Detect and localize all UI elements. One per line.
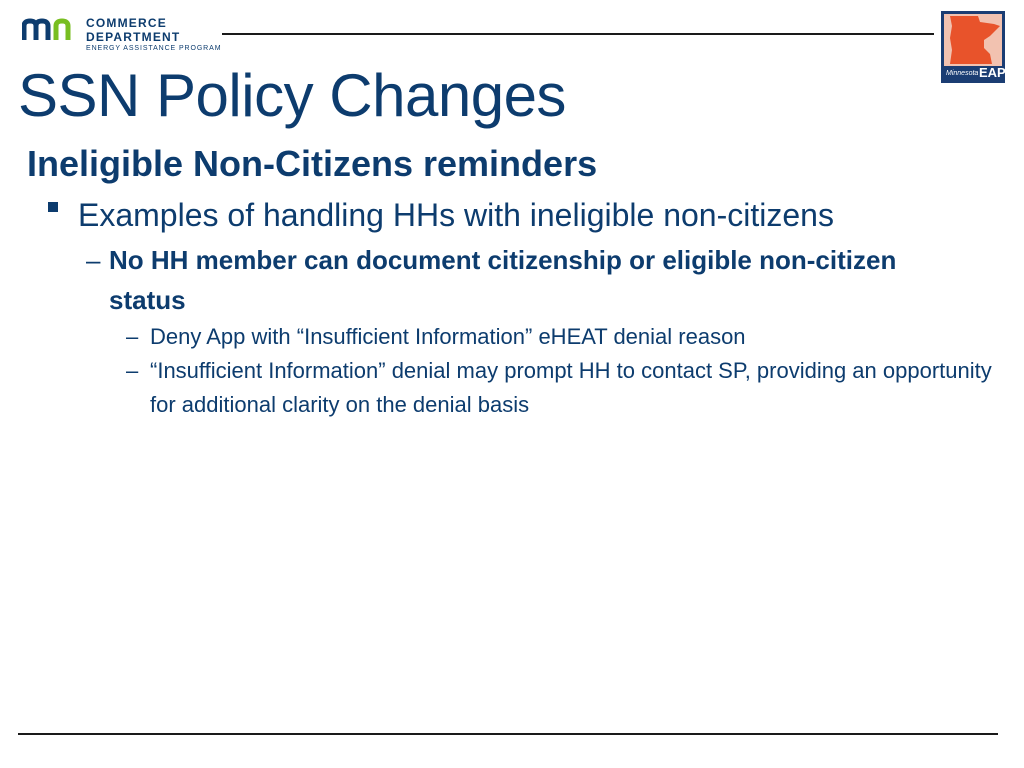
- footer-divider: [18, 733, 998, 735]
- bullet-level-1-text: Examples of handling HHs with ineligible non-citizens: [78, 197, 834, 233]
- header-divider: [222, 33, 934, 35]
- dash-bullet-icon: –: [126, 358, 139, 383]
- dash-bullet-icon: –: [86, 245, 101, 275]
- logo-line-department: DEPARTMENT: [86, 30, 181, 44]
- dash-bullet-icon: –: [126, 324, 139, 349]
- bullet-level-2-text: No HH member can document citizenship or eligible non-citizen status: [109, 245, 897, 315]
- eap-program-label: EAP: [979, 65, 1006, 80]
- logo-line-program: ENERGY ASSISTANCE PROGRAM: [86, 45, 222, 52]
- slide-subheading: Ineligible Non-Citizens reminders: [27, 143, 598, 184]
- minnesota-eap-logo: [941, 11, 1005, 83]
- mn-logo-mark: [22, 18, 80, 42]
- commerce-department-logo: [22, 14, 222, 54]
- bullet-level-3-text: “Insufficient Information” denial may prompt HH to contact SP, providing an opportunity for additional clarity on the denial basis: [150, 358, 992, 417]
- eap-state-label: Minnesota: [946, 70, 979, 77]
- logo-wordmark: [86, 16, 221, 53]
- bullet-level-3-text: Deny App with “Insufficient Information” eHEAT denial reason: [150, 324, 746, 349]
- logo-line-commerce: COMMERCE: [86, 16, 167, 30]
- slide-title: SSN Policy Changes: [18, 62, 566, 129]
- minnesota-map-icon: [944, 14, 1002, 66]
- square-bullet-icon: [48, 202, 58, 212]
